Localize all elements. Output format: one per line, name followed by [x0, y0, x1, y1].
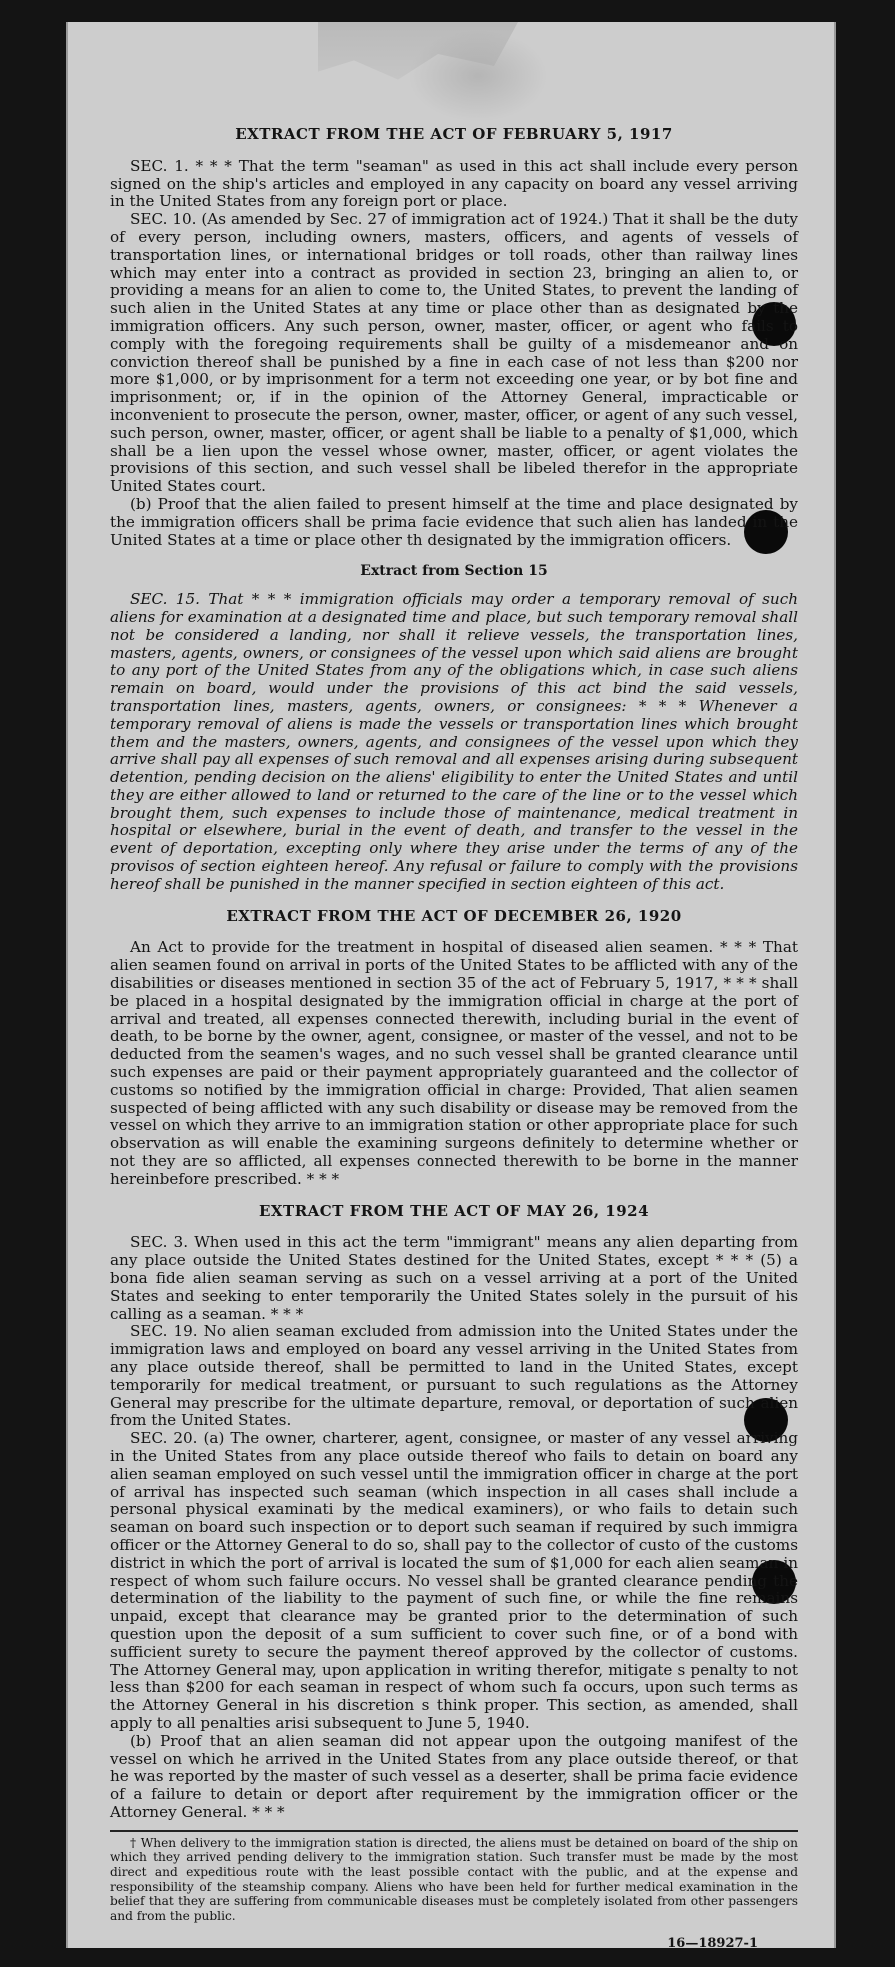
paragraph-act-1920: An Act to provide for the treatment in hospital of diseased alien seamen. * * * That alien seamen found on arrival in ports of the United States to be afflicted with any of the disabilities or diseases mentioned in section 35 of the act of February 5, 1917, * * * shall be placed in a hospital designated by the immigration official in charge at the port of arrival and treated, all expenses connected therewith, including burial in the event of death, to be borne by the owner, agent, consignee, or master of the vessel, and not to be deducted from the seamen's wages, and no such vessel shall be granted clearance until such expenses are paid or their payment appropriately guaranteed and the collector of customs so notified by the immigration official in charge: Provided, That alien seamen suspected of being afflicted with any such disability or disease may be removed from the vessel on which they arrive to an immigration station or other appropriate place for such observation as will enable the examining surgeons definitely to determine whether or not they are so afflicted, all expenses connected therewith to be borne in the manner hereinbefore prescribed. * * * — [110, 938, 798, 1188]
paragraph-sec-20: SEC. 20. (a) The owner, charterer, agent, consignee, or master of any vessel arriving in the United States from any place outside thereof who fails to detain on board any alien seaman employed on such vessel until the immigration officer in charge at the port of arrival has inspected such seaman (which inspection in all cases shall include a personal physical examinati by the medical examiners), or who fails to detain such seaman on board such inspection or to deport such seaman if required by such immigra officer or the Attorney General to do so, shall pay to the collector of custo of the customs district in which the port of arrival is located the sum of $1,000 for each alien seaman in respect of whom such failure occurs. No vessel shall be granted clearance pending the determination of the liability to the payment of such fine, or while the fine remains unpaid, except that clearance may be granted prior to the determination of such question upon the deposit of a sum sufficient to cover such fine, or of a bond with sufficient surety to secure the payment thereof approved by the collector of customs. The Attorney General may, upon application in writing therefor, mitigate s penalty to not less than $200 for each seaman in respect of whom such fa occurs, upon such terms as the Attorney General in his discretion s think proper. This section, as amended, shall apply to all penalties arisi subsequent to June 5, 1940. — [110, 1429, 798, 1732]
paragraph-sec-1: SEC. 1. * * * That the term "seaman" as used in this act shall include every person signed on the ship's articles and employed in any capacity on board any vessel arriving in the United States from any foreign port or place. — [110, 156, 798, 211]
heading-section-15: Extract from Section 15 — [360, 563, 548, 580]
heading-act-1924: EXTRACT FROM THE ACT OF MAY 26, 1924 — [258, 1201, 650, 1220]
paragraph-sec-3: SEC. 3. When used in this act the term "immigrant" means any alien departing from any place outside the United States destined for the United States, except * * * (5) a bona fide alien seaman serving as such on a vessel arriving at a port of the United States and seeking to enter temporarily the United States solely in the pursuit of his calling as a seaman. * * * — [110, 1233, 798, 1323]
stamp-smudge — [408, 30, 548, 122]
paragraph-sec-20b: (b) Proof that an alien seaman did not appear upon the outgoing manifest of the vessel on which he arrived in the United States from any place outside thereof, or that he was reported by the master of such vessel as a deserter, shall be prima facie evidence of a failure to detain or deport after requirement by the immigration officer or the Attorney General. * * * — [110, 1731, 798, 1821]
paragraph-sec-10: SEC. 10. (As amended by Sec. 27 of immigration act of 1924.) That it shall be the duty of every person, including owners, masters, officers, and agents of vessels of transportation lines, or international bridges or toll roads, other than railway lines which may enter into a contract as provided in section 23, bringing an alien to, or providing a means for an alien to come to, the United States, to prevent the landing of such alien in the United States at any time or place other than as designated by the immigration officers. Any such person, owner, master, officer, or agent who fails to comply with the foregoing requirements shall be guilty of a misdemeanor and on conviction thereof shall be punished by a fine in each case of not less than $200 nor more $1,000, or by imprisonment for a term not exceeding one year, or by bot fine and imprisonment; or, if in the opinion of the Attorney General, impracticable or inconvenient to prosecute the person, owner, master, officer, or agent of any such vessel, such person, owner, master, officer, or agent shall be liable to a penalty of $1,000, which shall be a lien upon the vessel whose owner, master, officer, or agent violates the provisions of this section, and such vessel shall be libeled therefor in the appropriate United States court. — [110, 210, 798, 496]
paragraph-sec-19: SEC. 19. No alien seaman excluded from admission into the United States under the immigration laws and employed on board any vessel arriving in the United States from any place outside thereof, shall be permitted to land in the United States, except temporarily for medical treatment, or pursuant to such regulations as the Attorney General may prescribe for the ultimate departure, removal, or deportation of such alien from the United States. — [110, 1322, 798, 1430]
form-number: 16—18927-1 — [667, 1936, 758, 1952]
footnote-rule — [110, 1830, 798, 1832]
footnote: † When delivery to the immigration station is directed, the aliens must be detained on board of the ship on which they arrived pending delivery to the immigration station. Such transfer must be made by the most direct and expeditious route with the least possible contact with the public, and at the expense and responsibility of the steamship company. Aliens who have been held for further medical examination in the belief that they are suffering from communicable diseases must be completely isolated from other passengers and from the public. — [110, 1835, 798, 1923]
heading-act-1920: EXTRACT FROM THE ACT OF DECEMBER 26, 1920 — [226, 906, 682, 925]
document-body — [110, 126, 798, 1953]
paragraph-sec-10b: (b) Proof that the alien failed to present himself at the time and place designated by the immigration officers shall be prima facie evidence that such alien has landed in the United States at a time or place other th designated by the immigration officers. — [110, 494, 798, 549]
heading-act-1917: EXTRACT FROM THE ACT OF FEBRUARY 5, 1917 — [235, 125, 673, 143]
paragraph-sec-15: SEC. 15. That * * * immigration officials may order a temporary removal of such aliens for examination at a designated time and place, but such temporary removal shall not be considered a landing, nor shall it relieve vessels, the transportation lines, masters, agents, owners, or consignees of the vessel upon which said aliens are brought to any port of the United States from any of the obligations which, in case such aliens remain on board, would under the provisions of this act bind the said vessels, transportation lines, masters, agents, owners, or consignees: * * * Whenever a temporary removal of aliens is made the vessels or transportation lines which brought them and the masters, owners, agents, and consignees of the vessel upon which they arrive shall pay all expenses of such removal and all expenses arising during subsequent detention, pending decision on the aliens' eligibility to enter the United States and until they are either allowed to land or returned to the care of the line or to the vessel which brought them, such expenses to include those of maintenance, medical treatment in hospital or elsewhere, burial in the event of death, and transfer to the vessel in the event of deportation, excepting only where they arise under the terms of any of the provisos of section eighteen hereof. Any refusal or failure to comply with the provisions hereof shall be punished in the manner specified in section eighteen of this act. — [110, 590, 798, 893]
